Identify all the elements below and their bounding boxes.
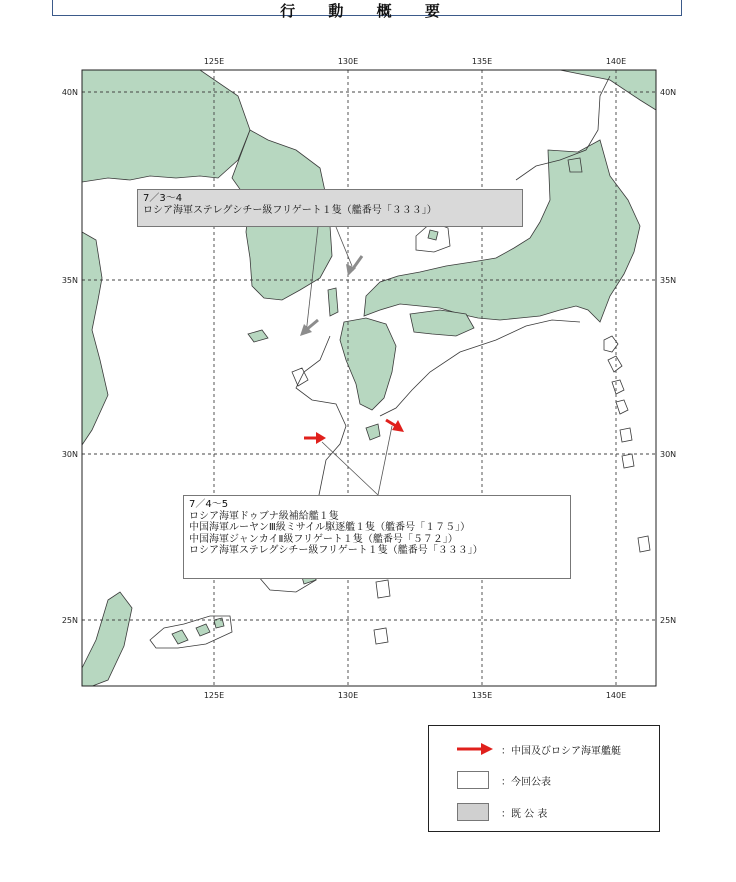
tick-lon-bottom-135: 135E (471, 691, 493, 700)
callout-1-line-1: ロシア海軍ステレグシチー級フリゲート１隻（艦番号「３３３」） (143, 204, 437, 216)
legend-item-current (429, 771, 551, 789)
callout-2-line-1: ロシア海軍ドゥブナ級補給艦１隻 (189, 510, 339, 522)
tick-lat-left-40: 40N (61, 88, 78, 97)
white-swatch (457, 771, 489, 789)
tick-lat-right-30: 30N (660, 450, 677, 459)
callout-box-july-4-5 (183, 495, 571, 579)
tick-lat-right-40: 40N (660, 88, 677, 97)
shikoku (410, 310, 474, 336)
legend (428, 725, 660, 832)
legend-label-ships: ：中国及びロシア海軍艦艇 (501, 745, 621, 757)
tick-lon-top-130: 130E (337, 57, 359, 66)
tick-lat-left-25: 25N (61, 616, 78, 625)
callout-box-july-3-4 (137, 189, 523, 227)
tick-lat-left-30: 30N (61, 450, 78, 459)
callout-2-line-4: ロシア海軍ステレグシチー級フリゲート１隻（艦番号「３３３」） (189, 545, 483, 556)
legend-item-ships (429, 740, 621, 758)
tsushima-island (328, 288, 338, 316)
legend-item-previous (429, 803, 547, 821)
callout-2-date: 7／4～5 (189, 499, 229, 510)
callout-2-line-2: 中国海軍ルーヤンⅢ級ミサイル駆逐艦１隻（艦番号「１７５」） (189, 522, 471, 533)
tick-lat-left-35: 35N (61, 276, 78, 285)
tick-lon-top-125: 125E (203, 57, 225, 66)
callout-1-date: 7／3～4 (143, 193, 183, 204)
small-island (428, 230, 438, 240)
tick-lon-bottom-130: 130E (337, 691, 359, 700)
callout-2-line-3: 中国海軍ジャンカイⅡ級フリゲート１隻（艦番号「５７２」） (189, 533, 458, 545)
tick-lat-right-25: 25N (660, 616, 677, 625)
tick-lon-top-140: 140E (605, 57, 627, 66)
tick-lon-bottom-140: 140E (605, 691, 627, 700)
page-title: 行 動 概 要 (280, 2, 454, 20)
sado-island (568, 158, 582, 172)
gray-swatch (457, 803, 489, 821)
tick-lon-bottom-125: 125E (203, 691, 225, 700)
tick-lat-right-35: 35N (660, 276, 677, 285)
legend-label-previous: ：既 公 表 (501, 808, 548, 820)
mainland-asia (82, 70, 250, 182)
red-arrow-icon (457, 740, 489, 758)
tick-lon-top-135: 135E (471, 57, 493, 66)
legend-label-current: ：今回公表 (501, 776, 551, 788)
